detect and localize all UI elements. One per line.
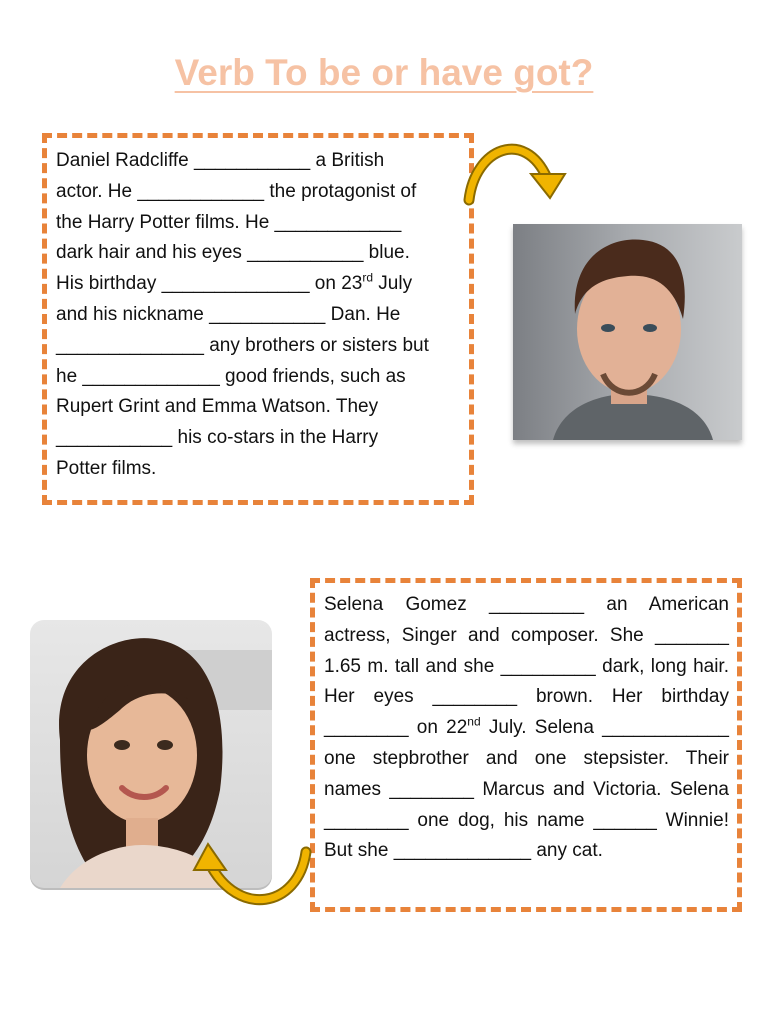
text-line: Rupert Grint and Emma Watson. They [56,396,379,418]
text-line: His birthday ______________ on 23 [56,273,363,295]
page-title: Verb To be or have got? [174,52,594,93]
curved-arrow-icon [455,128,575,208]
superscript: nd [467,714,481,729]
text-line: ______________ any brothers or sisters but [56,334,429,356]
text-line: dark hair and his eyes ___________ blue. [56,242,410,264]
text-line: he _____________ good friends, such as [56,365,406,387]
superscript: rd [362,270,374,285]
daniel-photo [513,224,742,440]
text-line: the Harry Potter films. He ____________ [56,211,402,233]
text-line: ___________ his co-stars in the Harry [56,427,379,449]
person-portrait-icon [513,224,742,440]
text-line: Daniel Radcliffe ___________ a British [56,150,385,171]
text-part: July. Selena ____________ one stepbrother and one stepsister. Their names ________ Marcus and Victoria. Selena ________ one dog, his name ______ Winnie! But she _____________ any cat. [324,717,729,862]
curved-arrow-icon [188,838,318,918]
exercise-text-selena [324,590,729,867]
text-line: actor. He ____________ the protagonist of [56,180,417,202]
text-line: Potter films. [56,457,157,479]
text-line: July [373,273,413,295]
exercise-text-daniel [56,146,466,485]
text-part: Selena Gomez _________ an American actress, Singer and composer. She _______ 1.65 m. tall and she _________ dark, long hair. Her eyes ________ brown. Her birthday ________ on 22 [324,594,729,739]
text-line: and his nickname ___________ Dan. He [56,303,401,325]
